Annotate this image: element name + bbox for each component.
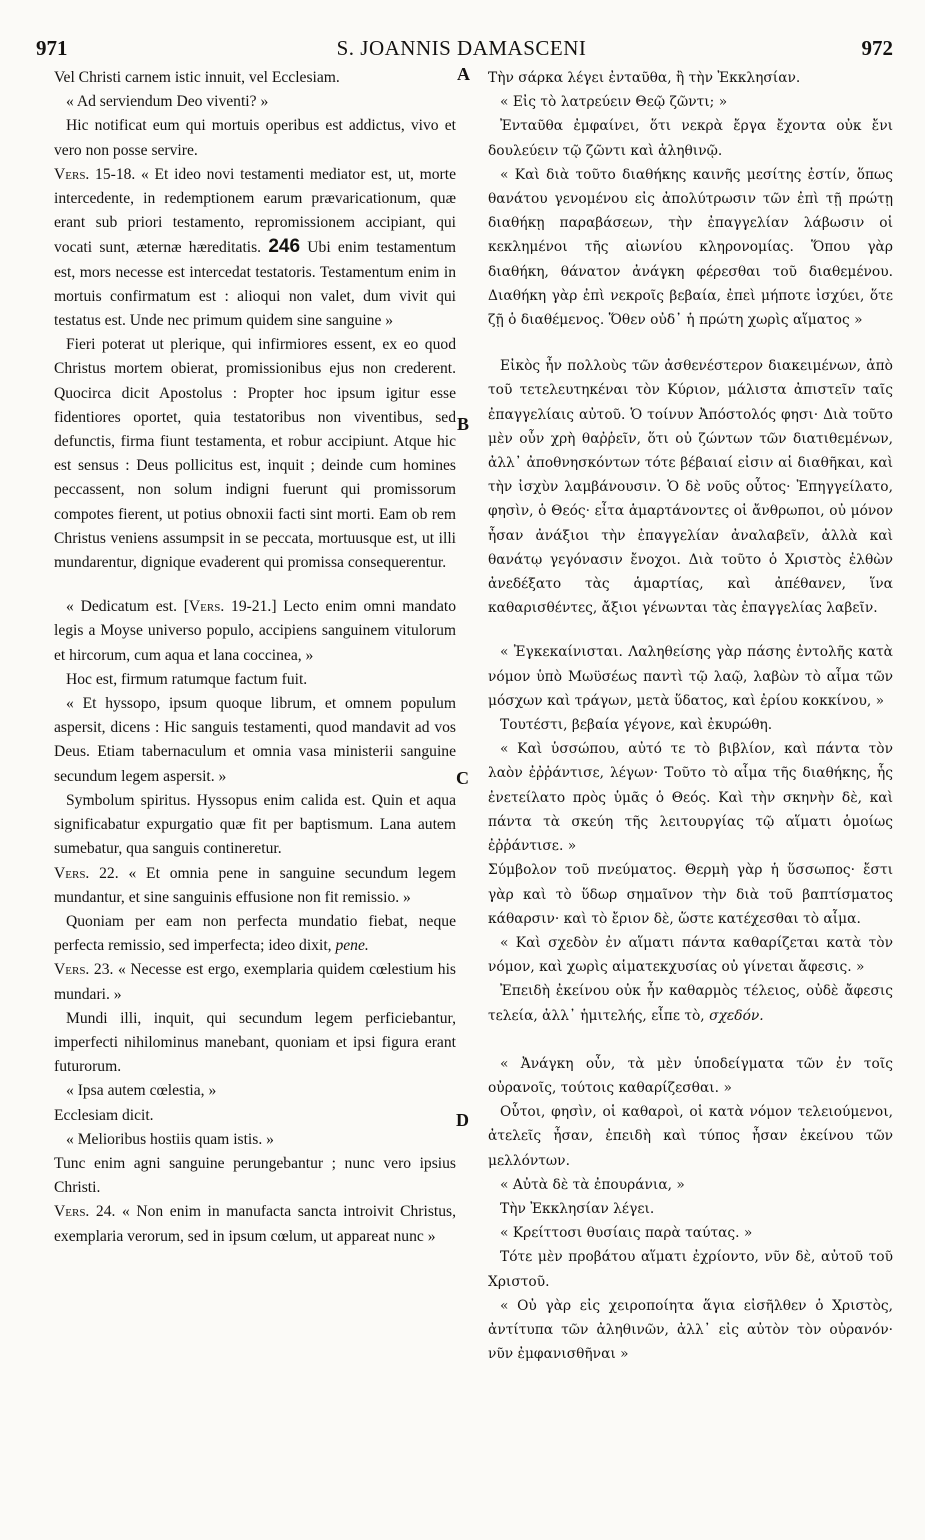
latin-paragraph — [54, 163, 456, 333]
greek-paragraph: Τότε μὲν προβάτου αἵματι ἐχρίοντο, νῦν δὲ, αὐτοῦ τοῦ Χριστοῦ. — [488, 1249, 893, 1290]
greek-paragraph: Τουτέστι, βεβαία γέγονε, καὶ ἐκυρώθη. — [500, 717, 773, 734]
latin-paragraph: Vel Christi carnem istic innuit, vel Ecclesiam. — [54, 69, 340, 86]
greek-paragraph: « Κρείττοσι θυσίαις παρὰ ταύτας. » — [500, 1225, 753, 1242]
verse-reference: Vers. 23. — [54, 961, 114, 979]
verse-reference: Vers. 22. — [54, 864, 119, 882]
greek-text: Ἐπειδὴ ἐκείνου οὐκ ἦν καθαρμὸς τέλειος, οὐδὲ ἄφεσις τελεία, ἀλλ᾽ ἡμιτελής, εἶπε τὸ, — [488, 983, 893, 1024]
latin-paragraph: « Et hyssopo, ipsum quoque librum, et omnem populum aspersit, dicens : Hic sanguis testamenti, quod mandavit ad vos Deus. Etiam tabernaculum et omnia vasa ministerii sanguine secundum legem aspersit. » — [54, 695, 456, 785]
latin-text: Ubi enim testamentum est, mors necesse est intercedat testatoris. Testamentum enim in mortuis confirmatum est : alioqui non valet, dum vivit qui testatus est. Unde nec primum quidem sine sanguine » — [54, 239, 457, 330]
latin-paragraph: Mundi illi, inquit, qui secundum legem perficiebantur, imperfecti nihilominus manebant, quoniam et ipsi figura erant futurorum. — [54, 1009, 456, 1076]
section-marker-a: A — [457, 64, 470, 84]
latin-paragraph: Hic notificat eum qui mortuis operibus est addictus, vivo et vero non posse servire. — [54, 117, 456, 159]
greek-paragraph: « Οὐ γὰρ εἰς χειροποίητα ἅγια εἰσῆλθεν ὁ Χριστὸς, ἀντίτυπα τῶν ἀληθινῶν, ἀλλ᾽ εἰς αὐτὸν τὸν οὐρανόν· νῦν ἐμφανισθῆναι » — [488, 1297, 893, 1363]
latin-paragraph — [54, 862, 456, 910]
latin-paragraph: Tunc enim agni sanguine perungebantur ; nunc vero ipsius Christi. — [54, 1154, 456, 1197]
latin-column — [54, 66, 456, 1249]
latin-paragraph: « Ipsa autem cœlestia, » — [66, 1082, 217, 1100]
latin-paragraph: Hoc est, firmum ratumque factum fuit. — [66, 670, 308, 688]
column-number: 246 — [268, 236, 301, 258]
greek-paragraph: « Ἀνάγκη οὖν, τὰ μὲν ὑποδείγματα τῶν ἐν τοῖς οὐρανοῖς, τούτοις καθαρίζεσθαι. » — [488, 1055, 893, 1096]
latin-paragraph: « Melioribus hostiis quam istis. » — [66, 1130, 274, 1148]
greek-paragraph: « Καὶ σχεδὸν ἐν αἵματι πάντα καθαρίζεται κατὰ τὸν νόμον, καὶ χωρὶς αἱματεκχυσίας οὐ γίνεται ἄφεσις. » — [488, 934, 893, 976]
greek-paragraph: « Καὶ διὰ τοῦτο διαθήκης καινῆς μεσίτης ἐστίν, ὅπως θανάτου γενομένου εἰς ἀπολύτρωσιν τῶν ἐπὶ τῇ πρώτῃ διαθήκῃ παραβάσεων, τὴν ἐπαγγελίαν λάβωσιν οἱ κεκλημένοι τῆς αἰωνίου κληρονομίας. Ὅπου γὰρ διαθήκη, θάνατον ἀνάγκη φέρεσθαι τοῦ διαθεμένου. Διαθήκη γὰρ ἐπὶ νεκροῖς βεβαία, ἐπεὶ μήποτε ἰσχύει, ὅτε ζῇ ὁ διαθέμενος. Ὅθεν οὐδ᾽ ἡ πρώτη χωρὶς αἵματος » — [488, 166, 893, 329]
greek-column — [488, 66, 893, 1366]
running-title: S. JOANNIS DAMASCENI — [336, 36, 587, 60]
greek-paragraph: « Καὶ ὑσσώπου, αὐτό τε τὸ βιβλίον, καὶ πάντα τὸν λαὸν ἐῤῥάντισε, λέγων· Τοῦτο τὸ αἷμα τῆς διαθήκης, ἧς ἐνετείλατο πρὸς ὑμᾶς ὁ Θεός. Καὶ τὴν σκηνὴν δὲ, καὶ πάντα τὰ σκεύη τῆς λειτουργίας τῷ αἵματι ὁμοίως ἐῤῥάντισε. » — [488, 741, 893, 855]
latin-paragraph — [54, 595, 456, 668]
latin-text: ] Lecto enim omni mandato legis a Moyse universo populo, accipiens sanguinem vitulorum et hircorum, cum aqua et lana coccinea, » — [54, 598, 456, 664]
latin-paragraph: « Ad serviendum Deo viventi? » — [66, 93, 269, 111]
latin-paragraph: Ecclesiam dicit. — [54, 1106, 154, 1124]
greek-paragraph: Τὴν Ἐκκλησίαν λέγει. — [500, 1200, 655, 1217]
greek-paragraph: Εἰκὸς ἦν πολλοὺς τῶν ἀσθενέστερον διακειμένων, ἀπὸ τοῦ τετελευτηκέναι τὸν Κύριον, μάλιστα ἀπιστεῖν ταῖς ἐπαγγελίαις αὐτοῦ. Ὁ τοίνυν Ἀπόστολός φησι· Διὰ τοῦτο μὲν οὖν χρὴ θαῤῥεῖν, ὅτι οὐ ζώντων τῶν διατιθεμένων, ἀλλ᾽ ἀποθνησκόντων τότε βέβαιαί εἰσιν αἱ διαθῆκαι, καὶ τὴν ἰσχὺν λαμβάνουσιν. Ὁ δὲ νοῦς οὗτος· Ἐπηγγείλατο, φησὶν, ὁ Θεός· εἶτα ἁμαρτάνοντες οἱ ἄνθρωποι, οὐ μόνον ἦσαν ἀνάξιοι τὴν ἐπαγγελίαν ἀναλαβεῖν, ἀλλὰ καὶ θανάτῳ γεγόνασιν ἔνοχοι. Διὰ τοῦτο ὁ Χριστὸς ἐλθὼν ἀνεδέξατο τὰς ἁμαρτίας, καὶ ἀπέθανεν, ἵνα καθαρισθέντες, ἄξιοι γένωνται τὰς ἐπαγγελίας λαβεῖν. — [488, 358, 893, 617]
latin-paragraph: Fieri poterat ut plerique, qui infirmiores essent, ex eo quod Christus mortem obierat, promissionibus ejus non crederent. Quocirca dicit Apostolus : Propter hoc ipsum igitur esse fidentiores oportet, quia testatoribus non viventibus, sed defunctis, firma fiunt testamenta, et robur accipiunt. Atque hic est sensus : Deus pollicitus est, inquit ; deinde cum homines peccassent, non solum indigni fuerunt qui promissorum compotes fierent, ut potius obnoxii facti sint morti. Eam ob rem Christus veniens assumpsit in se peccata, mortuusque est, ut illi mundarentur, dignique evaderent qui promissa consequerentur. — [54, 336, 456, 572]
page-number-left: 971 — [36, 36, 68, 60]
page-number-right: 972 — [861, 36, 893, 60]
greek-paragraph: « Αὐτὰ δὲ τὰ ἐπουράνια, » — [500, 1176, 685, 1193]
latin-text: « Necesse est ergo, exemplaria quidem cœlestium his mundari. » — [54, 961, 456, 1003]
latin-text: « Non enim in manufacta sancta introivit Christus, exemplaria verorum, sed in ipsum cœlum, ut appareat nunc » — [54, 1203, 456, 1245]
verse-reference: Vers. 15-18. — [54, 165, 136, 183]
verse-reference: Vers. 19-21. — [188, 598, 272, 616]
greek-paragraph: Ἐνταῦθα ἐμφαίνει, ὅτι νεκρὰ ἔργα ἔχοντα οὐκ ἔνι δουλεύειν τῷ ζῶντι καὶ ἀληθινῷ. — [488, 118, 893, 159]
latin-text: Quoniam per eam non perfecta mundatio fiebat, neque perfecta remissio, sed imperfecta; ideo dixit, — [54, 912, 456, 955]
greek-paragraph: Τὴν σάρκα λέγει ἐνταῦθα, ἢ τὴν Ἐκκλησίαν. — [488, 70, 801, 86]
greek-paragraph: « Εἰς τὸ λατρεύειν Θεῷ ζῶντι; » — [500, 94, 728, 111]
section-marker-d: D — [456, 1110, 469, 1130]
greek-paragraph — [488, 979, 893, 1027]
latin-text: « Dedicatum est. [ — [66, 598, 189, 616]
section-marker-c: C — [456, 768, 469, 788]
verse-reference: Vers. 24. — [54, 1203, 116, 1221]
latin-paragraph — [54, 910, 456, 958]
greek-paragraph: Οὗτοι, φησὶν, οἱ καθαροὶ, οἱ κατὰ νόμον τελειούμενοι, ἀτελεῖς ἦσαν, ἐπειδὴ καὶ τύπος ἦσαν ἐκείνου τῶν μελλόντων. — [488, 1104, 893, 1169]
latin-text: « Et ideo novi testamenti mediator est, ut, morte intercedente, in redemptionem earum prævaricationum, quæ erant sub priori testamento, repromissionem accipiant, qui vocati sunt, æternæ hæreditatis. — [54, 165, 457, 257]
latin-paragraph — [54, 1200, 456, 1248]
latin-text: « Et omnia pene in sanguine secundum legem mundantur, et sine sanguinis effusione non fit remissio. » — [54, 864, 457, 906]
latin-paragraph — [54, 958, 456, 1006]
latin-paragraph: Symbolum spiritus. Hyssopus enim calida est. Quin et aqua significabatur expurgatio quæ fit per baptismum. Lana autem sumebatur, qua sanguis contineretur. — [54, 791, 456, 858]
section-marker-b: B — [457, 414, 470, 434]
greek-paragraph: Σύμβολον τοῦ πνεύματος. Θερμὴ γὰρ ἡ ὕσσωπος· ἔστι γὰρ καὶ τὸ ὕδωρ σημαῖνον τὴν διὰ τοῦ βαπτίσματος κάθαρσιν· καὶ τὸ ἔριον δὲ, ὥστε κατέχεσθαι τὸ αἷμα. — [488, 862, 893, 927]
latin-italic: pene. — [335, 937, 369, 955]
greek-italic: σχεδόν. — [709, 1007, 764, 1024]
greek-paragraph: « Ἐγκεκαίνισται. Λαληθείσης γὰρ πάσης ἐντολῆς κατὰ νόμον ὑπὸ Μωϋσέως παντὶ τῷ λαῷ, λαβὼν τὸ αἷμα τῶν μόσχων καὶ τράγων, μετὰ ὕδατος, καὶ ἐρίου κοκκίνου, » — [488, 644, 893, 709]
